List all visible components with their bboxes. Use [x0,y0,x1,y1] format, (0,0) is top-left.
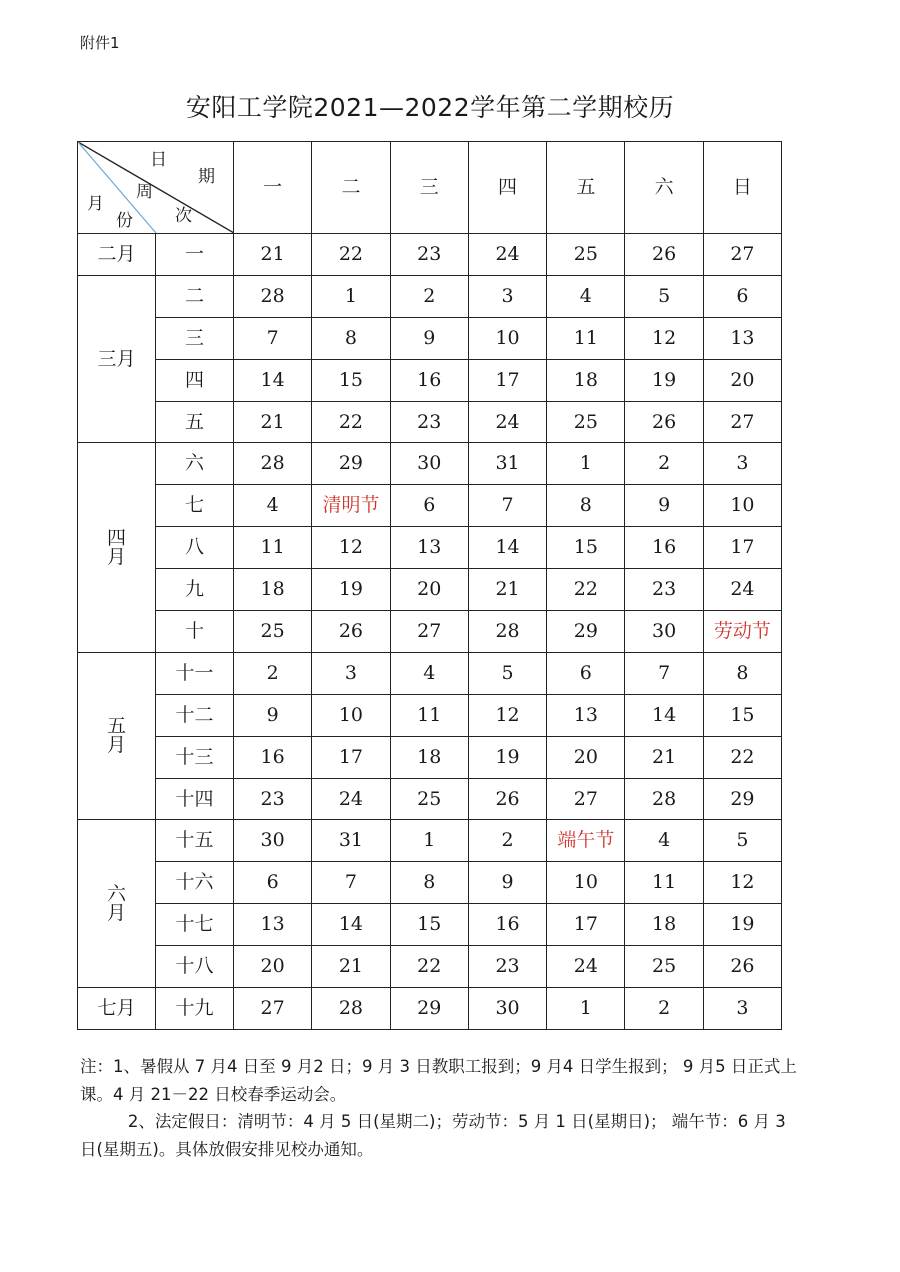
week-row [78,946,782,988]
day-cell: 7 [312,862,390,904]
corner-label-ri: 日 [150,150,167,170]
holiday-cell: 清明节 [312,485,390,527]
month-cell: 六 月 [78,820,156,988]
week-row [78,820,782,862]
day-cell: 1 [547,988,625,1030]
day-cell: 24 [468,234,546,276]
day-cell: 13 [547,694,625,736]
day-cell: 20 [547,736,625,778]
week-number-cell: 四 [156,359,234,401]
day-cell: 25 [234,611,312,653]
week-number-cell: 十五 [156,820,234,862]
day-cell: 15 [703,694,781,736]
day-cell: 25 [547,234,625,276]
day-cell: 19 [312,569,390,611]
day-cell: 27 [547,778,625,820]
day-cell: 26 [703,946,781,988]
day-cell: 28 [312,988,390,1030]
day-cell: 1 [312,275,390,317]
day-cell: 10 [703,485,781,527]
day-cell: 14 [625,694,703,736]
day-cell: 4 [234,485,312,527]
week-number-cell: 十一 [156,652,234,694]
week-number-cell: 七 [156,485,234,527]
day-cell: 24 [468,401,546,443]
month-cell: 三月 [78,275,156,443]
weekday-header-sun: 日 [703,142,781,234]
week-row [78,527,782,569]
week-number-cell: 十二 [156,694,234,736]
day-cell: 9 [390,317,468,359]
weekday-header-sat: 六 [625,142,703,234]
day-cell: 2 [625,443,703,485]
corner-label-yue: 月 [87,194,104,214]
week-number-cell: 五 [156,401,234,443]
holiday-cell: 劳动节 [703,611,781,653]
day-cell: 28 [468,611,546,653]
day-cell: 15 [312,359,390,401]
day-cell: 29 [547,611,625,653]
day-cell: 16 [468,904,546,946]
day-cell: 27 [234,988,312,1030]
week-row [78,401,782,443]
weekday-header-mon: 一 [234,142,312,234]
day-cell: 21 [468,569,546,611]
day-cell: 30 [234,820,312,862]
corner-label-fen: 份 [116,211,133,231]
week-row [78,443,782,485]
day-cell: 17 [468,359,546,401]
day-cell: 14 [312,904,390,946]
day-cell: 14 [234,359,312,401]
day-cell: 21 [234,234,312,276]
day-cell: 3 [468,275,546,317]
day-cell: 21 [625,736,703,778]
note-2: 2、法定假日：清明节：4 月 5 日(星期二)；劳动节：5 月 1 日(星期日)； 端午节：6 月 3 日(星期五)。具体放假安排见校办通知。 [80,1112,786,1159]
day-cell: 13 [703,317,781,359]
day-cell: 17 [312,736,390,778]
week-number-cell: 一 [156,234,234,276]
weekday-header-fri: 五 [547,142,625,234]
day-cell: 2 [625,988,703,1030]
week-number-cell: 六 [156,443,234,485]
day-cell: 2 [468,820,546,862]
day-cell: 25 [390,778,468,820]
day-cell: 28 [234,443,312,485]
notes-section [80,1053,800,1163]
day-cell: 14 [468,527,546,569]
week-row [78,359,782,401]
month-cell: 七月 [78,988,156,1030]
day-cell: 21 [234,401,312,443]
day-cell: 19 [625,359,703,401]
day-cell: 6 [234,862,312,904]
day-cell: 17 [703,527,781,569]
day-cell: 10 [468,317,546,359]
day-cell: 30 [625,611,703,653]
day-cell: 30 [468,988,546,1030]
day-cell: 24 [547,946,625,988]
day-cell: 9 [625,485,703,527]
day-cell: 27 [390,611,468,653]
day-cell: 26 [468,778,546,820]
day-cell: 19 [703,904,781,946]
day-cell: 22 [547,569,625,611]
day-cell: 3 [703,988,781,1030]
weekday-header-thu: 四 [468,142,546,234]
day-cell: 12 [468,694,546,736]
day-cell: 31 [468,443,546,485]
day-cell: 3 [703,443,781,485]
day-cell: 5 [703,820,781,862]
day-cell: 18 [234,569,312,611]
week-row [78,988,782,1030]
day-cell: 28 [625,778,703,820]
day-cell: 9 [234,694,312,736]
corner-header-cell [78,142,234,234]
week-number-cell: 八 [156,527,234,569]
day-cell: 16 [390,359,468,401]
week-number-cell: 二 [156,275,234,317]
day-cell: 25 [547,401,625,443]
day-cell: 9 [468,862,546,904]
day-cell: 12 [312,527,390,569]
week-row [78,317,782,359]
day-cell: 4 [547,275,625,317]
day-cell: 12 [703,862,781,904]
day-cell: 16 [625,527,703,569]
day-cell: 30 [390,443,468,485]
day-cell: 3 [312,652,390,694]
day-cell: 8 [312,317,390,359]
month-cell: 二月 [78,234,156,276]
day-cell: 20 [390,569,468,611]
day-cell: 11 [625,862,703,904]
day-cell: 13 [390,527,468,569]
week-row [78,778,782,820]
day-cell: 12 [625,317,703,359]
day-cell: 25 [625,946,703,988]
weekday-header-wed: 三 [390,142,468,234]
day-cell: 20 [703,359,781,401]
day-cell: 23 [390,234,468,276]
corner-label-qi: 期 [198,167,215,187]
week-row [78,275,782,317]
week-number-cell: 十四 [156,778,234,820]
day-cell: 22 [312,234,390,276]
day-cell: 26 [625,234,703,276]
day-cell: 31 [312,820,390,862]
month-cell: 五 月 [78,652,156,820]
day-cell: 8 [390,862,468,904]
day-cell: 6 [390,485,468,527]
day-cell: 4 [390,652,468,694]
day-cell: 24 [312,778,390,820]
weekday-header-tue: 二 [312,142,390,234]
day-cell: 1 [390,820,468,862]
day-cell: 10 [312,694,390,736]
week-number-cell: 十三 [156,736,234,778]
week-number-cell: 十九 [156,988,234,1030]
day-cell: 22 [312,401,390,443]
day-cell: 8 [703,652,781,694]
day-cell: 6 [703,275,781,317]
day-cell: 27 [703,401,781,443]
holiday-cell: 端午节 [547,820,625,862]
day-cell: 20 [234,946,312,988]
day-cell: 18 [625,904,703,946]
corner-label-ci: 次 [175,206,192,226]
week-number-cell: 十八 [156,946,234,988]
day-cell: 2 [390,275,468,317]
day-cell: 11 [547,317,625,359]
week-row [78,694,782,736]
day-cell: 22 [703,736,781,778]
corner-label-zhou: 周 [136,182,153,202]
day-cell: 7 [234,317,312,359]
day-cell: 22 [390,946,468,988]
day-cell: 23 [390,401,468,443]
day-cell: 10 [547,862,625,904]
week-row [78,904,782,946]
day-cell: 27 [703,234,781,276]
day-cell: 23 [625,569,703,611]
day-cell: 7 [625,652,703,694]
page-title: 安阳工学院2021—2022学年第二学期校历 [185,93,675,122]
day-cell: 18 [547,359,625,401]
day-cell: 26 [625,401,703,443]
day-cell: 5 [625,275,703,317]
day-cell: 24 [703,569,781,611]
month-cell: 四 月 [78,443,156,652]
day-cell: 1 [547,443,625,485]
week-row [78,862,782,904]
attachment-label: 附件1 [80,34,120,52]
week-number-cell: 十 [156,611,234,653]
day-cell: 23 [468,946,546,988]
header-row [78,142,782,234]
note-1: 注：1、暑假从 7 月4 日至 9 月2 日；9 月 3 日教职工报到；9 月4 日学生报到； 9 月5 日正式上课。4 月 21－22 日校春季运动会。 [80,1057,797,1104]
day-cell: 29 [390,988,468,1030]
week-row [78,611,782,653]
week-row [78,569,782,611]
day-cell: 6 [547,652,625,694]
day-cell: 8 [547,485,625,527]
day-cell: 29 [703,778,781,820]
day-cell: 17 [547,904,625,946]
week-row [78,736,782,778]
day-cell: 21 [312,946,390,988]
day-cell: 26 [312,611,390,653]
day-cell: 13 [234,904,312,946]
day-cell: 15 [390,904,468,946]
week-number-cell: 三 [156,317,234,359]
week-number-cell: 十六 [156,862,234,904]
day-cell: 5 [468,652,546,694]
day-cell: 15 [547,527,625,569]
day-cell: 4 [625,820,703,862]
week-number-cell: 九 [156,569,234,611]
day-cell: 19 [468,736,546,778]
day-cell: 7 [468,485,546,527]
day-cell: 11 [390,694,468,736]
calendar-table [77,141,782,1030]
day-cell: 18 [390,736,468,778]
day-cell: 28 [234,275,312,317]
day-cell: 16 [234,736,312,778]
week-row [78,485,782,527]
day-cell: 23 [234,778,312,820]
day-cell: 29 [312,443,390,485]
week-number-cell: 十七 [156,904,234,946]
day-cell: 2 [234,652,312,694]
week-row [78,652,782,694]
day-cell: 11 [234,527,312,569]
week-row [78,234,782,276]
